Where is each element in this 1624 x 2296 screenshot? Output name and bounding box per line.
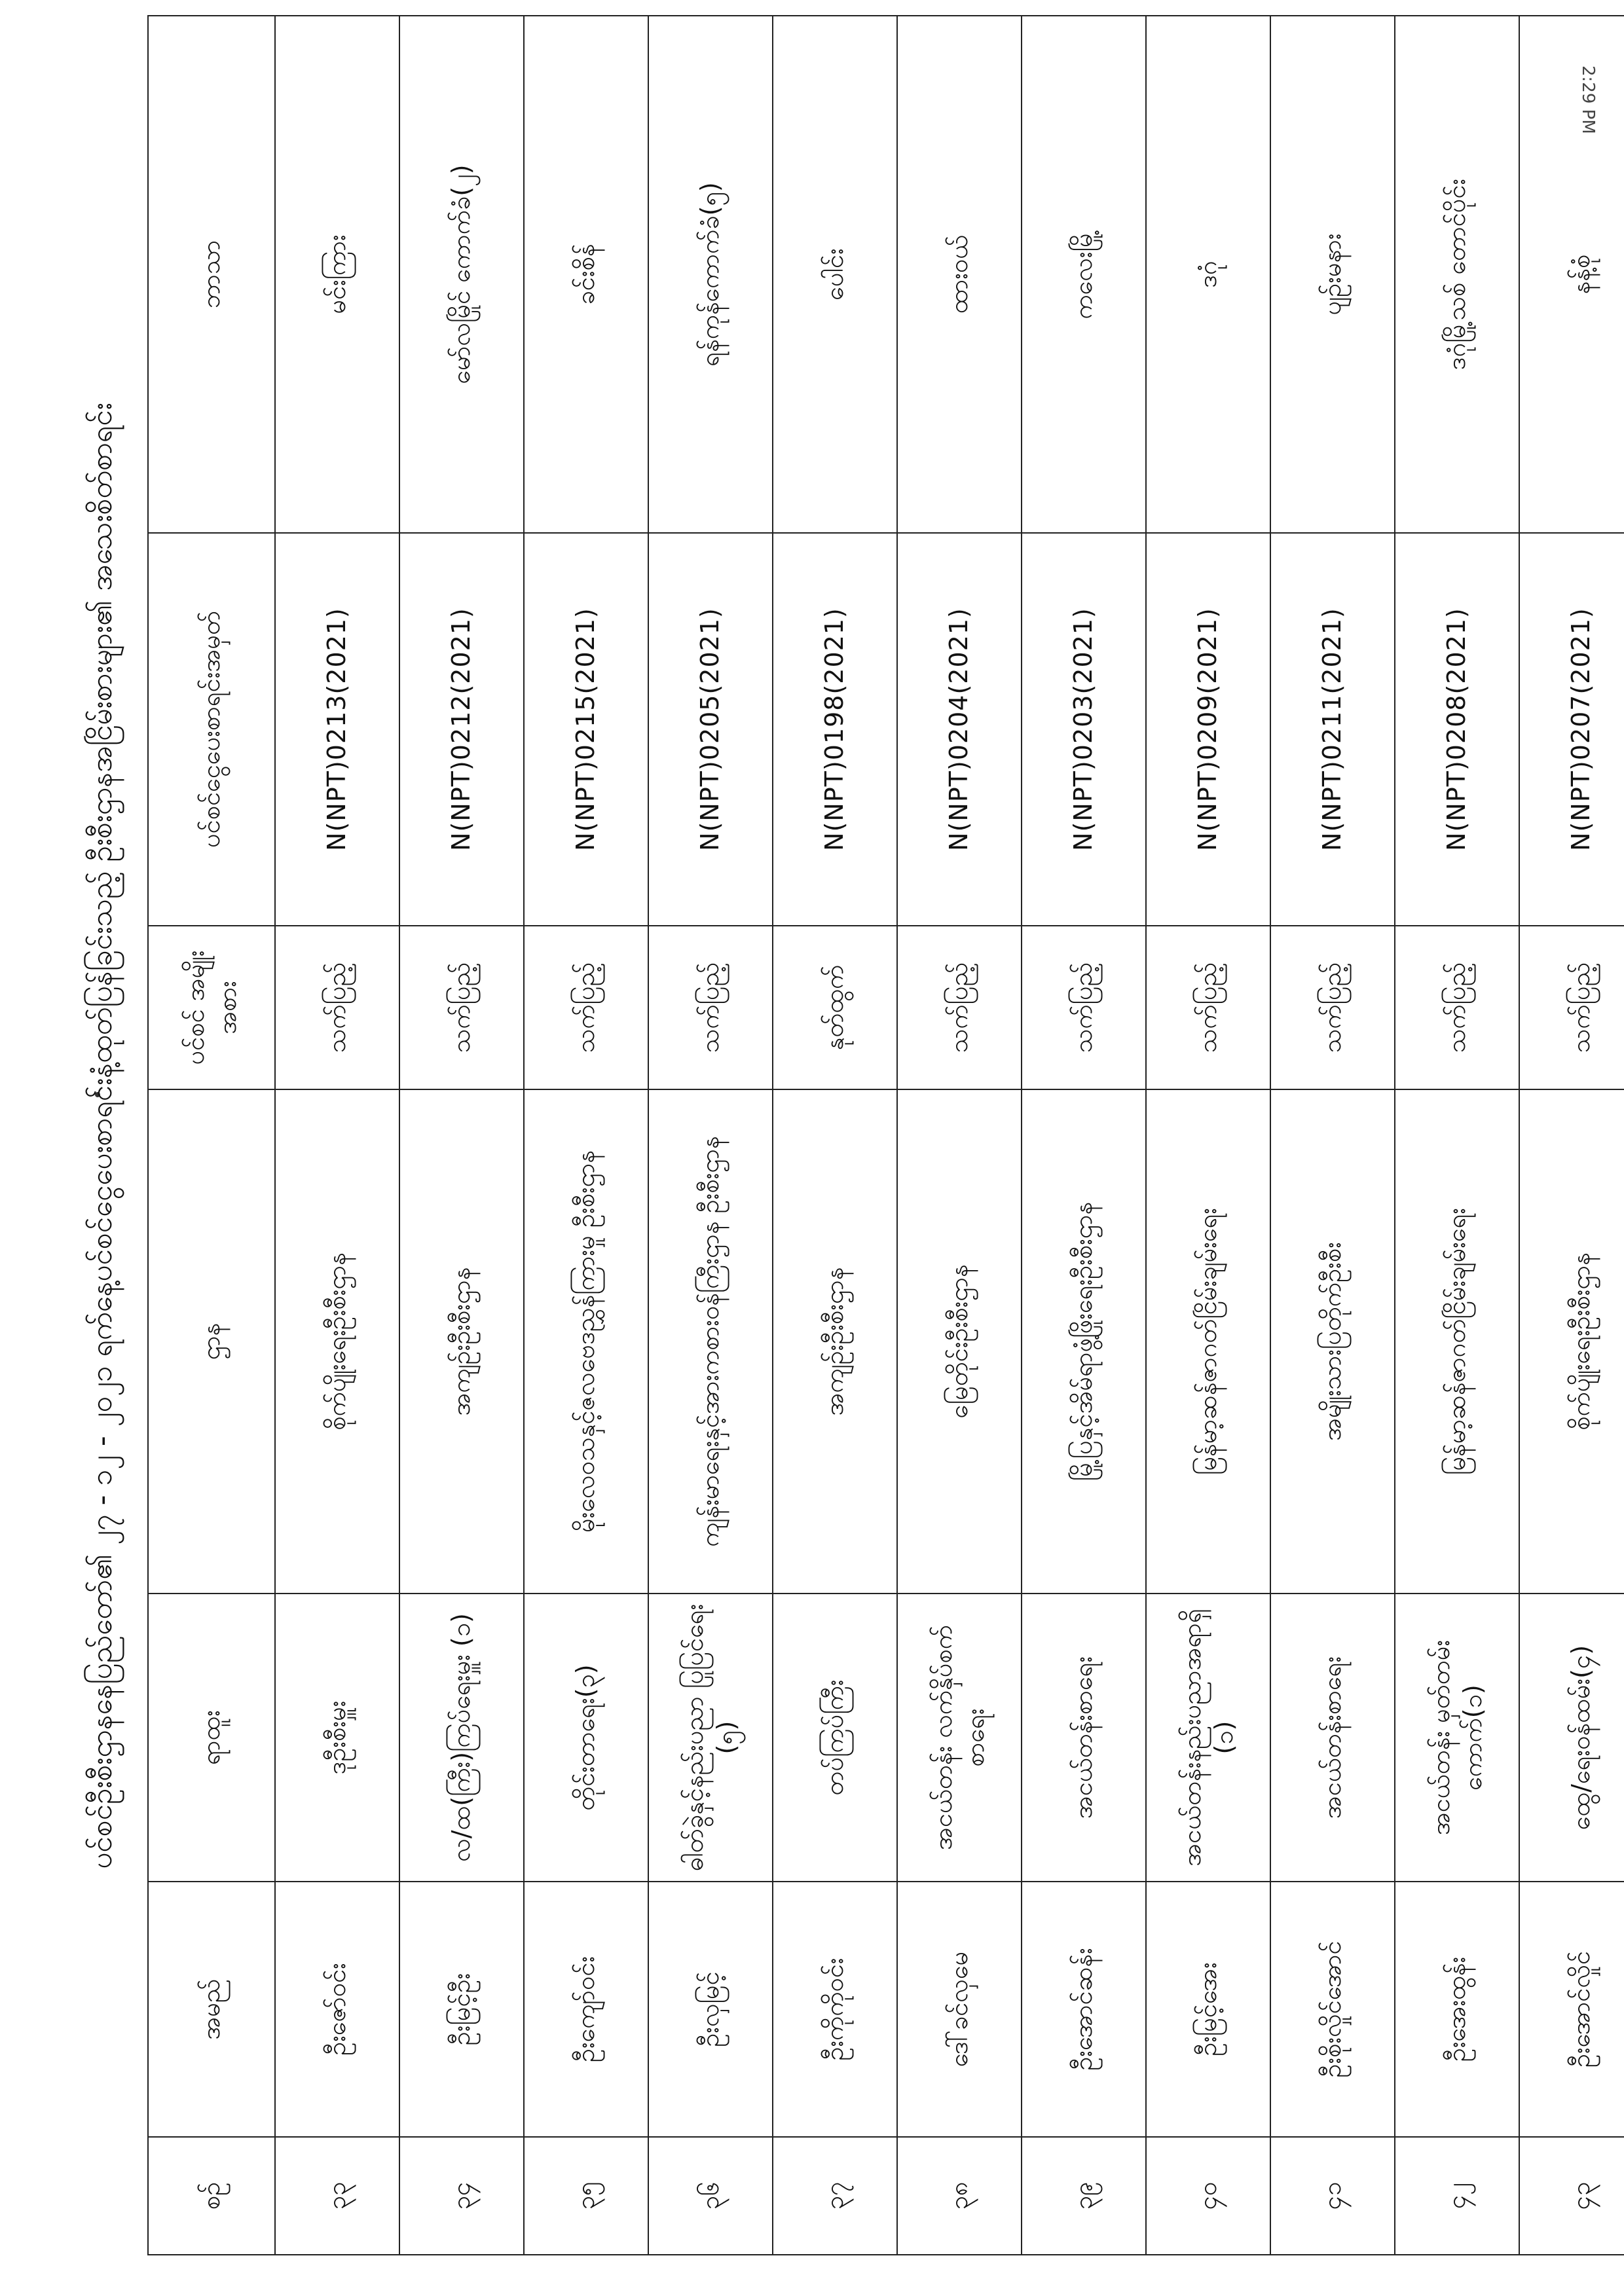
cell-license-no: N(NPT)0213(2021) bbox=[275, 533, 399, 926]
cell-name: ဦးလှမြင့် bbox=[648, 1882, 773, 2137]
cell-name: ဦးကျော်ဝင်း bbox=[524, 1882, 648, 2137]
cell-name: ဦးမြင့်ဦး bbox=[399, 1882, 524, 2137]
cell-name: ဦးစိုးလှိုင်အောင် bbox=[1270, 1882, 1395, 2137]
cell-position: ထွေ/ရေးဝန်ထမ်း(၄) bbox=[1519, 1594, 1624, 1882]
cell-pension-type: သက်ပြည့် bbox=[1146, 926, 1270, 1089]
cell-license-no: N(NPT)0208(2021) bbox=[1395, 533, 1519, 926]
cell-no: ၃၇ bbox=[773, 2137, 897, 2255]
cell-department: မြန်မာ့ဆန်ဇာဂတ်ငြိမ်းချမ်းရေး bbox=[1146, 1089, 1270, 1594]
cell-department: စိုက်ပျိုးရေးဦးစီးဌာန bbox=[1519, 1089, 1624, 1594]
cell-license-no: N(NPT)0209(2021) bbox=[1146, 533, 1270, 926]
cell-no: ၃၈ bbox=[897, 2137, 1022, 2255]
table-row bbox=[524, 16, 648, 2255]
cell-no: ၄၀ bbox=[1146, 2137, 1270, 2255]
cell-subject: ဒဂုံ bbox=[1146, 16, 1270, 533]
table-row bbox=[773, 16, 897, 2255]
cell-department: အကျဉ်းဦးစီးဌာန bbox=[399, 1089, 524, 1594]
cell-subject: ပေါင်း bbox=[773, 16, 897, 533]
header-license-no: ပင်စင်ငွေပေးစာရင်းအမှတ် bbox=[148, 533, 275, 926]
header-no: စဉ် bbox=[148, 2137, 275, 2255]
cell-pension-type: နုတ်ထွက် bbox=[773, 926, 897, 1089]
header-subject: ဘာသာ bbox=[148, 16, 275, 533]
cell-pension-type: သက်ပြည့် bbox=[897, 926, 1022, 1089]
cell-position: လ/ထ(ကြီး)ကြပ်ရေးမှူး (၁) bbox=[399, 1594, 524, 1882]
cell-position: တိုင်းတာရေး(၃) bbox=[524, 1594, 648, 1882]
table-row bbox=[1395, 16, 1519, 2255]
table-row bbox=[399, 16, 524, 2255]
cell-pension-type: သက်ပြည့် bbox=[524, 926, 648, 1089]
cell-pension-type: သက်ပြည့် bbox=[648, 926, 773, 1089]
document-title: ပင်စင်ဦးစီးဌာနနေပြည်တော်၏ ၂၇ - ၁၂ - ၂၀၂၁ ရက်နေ့ပင်စင်ငွေပေးစာရင်းနံ့ထုတ်ပြန်ခြင်းသည့် ဦးစီးဌာနအငြိမ်းစားများ၏ အသေးစိတ်စာရင်း bbox=[85, 403, 119, 1869]
header-department: ဌာန bbox=[148, 1089, 275, 1594]
header-name: အမည် bbox=[148, 1882, 275, 2137]
cell-license-no: N(NPT)0205(2021) bbox=[648, 533, 773, 926]
cell-no: ၃၄ bbox=[399, 2137, 524, 2255]
cell-department: မြို့ပြနှင့်အိမ်ရာဖွံ့ဖြိုးရေးဦးစီးဌာန bbox=[1022, 1089, 1146, 1594]
header-row bbox=[148, 16, 275, 2255]
table-row bbox=[1022, 16, 1146, 2255]
cell-pension-type: သက်ပြည့် bbox=[275, 926, 399, 1089]
cell-position: အငယ်တန်း လက်နှိပ်စက်စာရေး bbox=[897, 1594, 1022, 1882]
cell-license-no: N(NPT)0211(2021) bbox=[1270, 533, 1395, 926]
cell-subject: ပျဉ်းမနား bbox=[1270, 16, 1395, 533]
table-row bbox=[1519, 16, 1624, 2255]
cell-name: ဒေါ်ခင်လှမေ bbox=[897, 1882, 1022, 2137]
table-row bbox=[648, 16, 773, 2255]
page-timestamp: 2:29 PM bbox=[1578, 65, 1598, 134]
cell-name: ဦးဇော်ဝင်း bbox=[275, 1882, 399, 2137]
cell-department: အကျဉ်းဦးစီးဌာန bbox=[773, 1089, 897, 1594]
cell-license-no: N(NPT)0203(2021) bbox=[1022, 533, 1146, 926]
cell-name: ဦးအေးထွန်း bbox=[1395, 1882, 1519, 2137]
cell-license-no: N(NPT)0204(2021) bbox=[897, 533, 1022, 926]
cell-pension-type: သက်ပြည့် bbox=[1395, 926, 1519, 1089]
cell-subject: နန့်စုံ bbox=[1519, 16, 1624, 533]
cell-no: ၃၉ bbox=[1022, 2137, 1146, 2255]
table-row bbox=[897, 16, 1022, 2255]
cell-no: ၃၅ bbox=[524, 2137, 648, 2255]
cell-license-no: N(NPT)0207(2021) bbox=[1519, 533, 1624, 926]
pension-table bbox=[147, 15, 1624, 2255]
cell-department: အမျိုးသားပြတိုက်ဦးစီး bbox=[1270, 1089, 1395, 1594]
cell-name: ဦးမြင့်အေး bbox=[1146, 1882, 1270, 2137]
cell-department: မြန်မာ့ဆန်ဇာဂတ်ငြိမ်းချမ်းရေး bbox=[1395, 1089, 1519, 1594]
cell-license-no: N(NPT)0212(2021) bbox=[399, 533, 524, 926]
cell-pension-type: သက်ပြည့် bbox=[399, 926, 524, 1089]
cell-no: ၄၁ bbox=[1270, 2137, 1395, 2255]
cell-department: ကျန်းမာရေးနှင့်အားကစားဝန်ကြီးဌာန ဦးစီးဌာန bbox=[648, 1089, 773, 1594]
cell-subject: ကလေးမြို့ bbox=[1022, 16, 1146, 533]
cell-position: တပ်ကြပ်ကြီး bbox=[773, 1594, 897, 1882]
table-row bbox=[1146, 16, 1270, 2255]
cell-position: ဒုဦးစီးမှူး bbox=[275, 1594, 399, 1882]
cell-department: စိုက်ပျိုးရေးဦးစီးဌာန bbox=[275, 1089, 399, 1594]
cell-name: ဦးအောင်ဆန်း bbox=[1022, 1882, 1146, 2137]
cell-position: ဓါတ်ခွဲနှင့်နည်းပညာ ပြုပြင်ရေး (၅) bbox=[648, 1594, 773, 1882]
cell-position: အငယ်တန်းနည်းပညာအရာရှိ (၁) bbox=[1146, 1594, 1270, 1882]
cell-subject: ထားဝယ် bbox=[897, 16, 1022, 533]
cell-subject: မော်လမြိုင် ကောက်ခံ(၂) bbox=[399, 16, 524, 533]
cell-department: မြေတိုင်းဦးစီးဌာန bbox=[897, 1089, 1022, 1594]
cell-subject: ရန်ကုန်ကောက်ခံ(၅) bbox=[648, 16, 773, 533]
header-position: ရာထူး bbox=[148, 1594, 275, 1882]
cell-subject: ခင်းစိန် bbox=[524, 16, 648, 533]
table-row bbox=[1270, 16, 1395, 2255]
cell-pension-type: သက်ပြည့် bbox=[1270, 926, 1395, 1089]
header-pension-type: ပင်စင် အမျိုးအစား bbox=[148, 926, 275, 1089]
cell-pension-type: သက်ပြည့် bbox=[1519, 926, 1624, 1089]
cell-subject: ဒဂုံမြို့သစ် တောင်ပိုင်း bbox=[1395, 16, 1519, 533]
cell-subject: မင်းကြား bbox=[275, 16, 399, 533]
cell-name: ဦးအောင်လှိုင် bbox=[1519, 1882, 1624, 2137]
cell-position: အငယ်တန်း မှတ်တမ်းကောက်(၁) bbox=[1395, 1594, 1519, 1882]
cell-no: ၃၆ bbox=[648, 2137, 773, 2255]
cell-license-no: N(NPT)0215(2021) bbox=[524, 533, 648, 926]
cell-position: အငယ်တန်းစာရေး bbox=[1270, 1594, 1395, 1882]
cell-name: ဦးကိုကိုဝင်း bbox=[773, 1882, 897, 2137]
cell-position: အငယ်တန်းစာရေး bbox=[1022, 1594, 1146, 1882]
cell-department: မိုးလေဝသနှင့်ဇလဗေဒညွှန်ကြားမှု ဦးစီးဌာန bbox=[524, 1089, 648, 1594]
cell-no: ၄၃ bbox=[1519, 2137, 1624, 2255]
cell-pension-type: သက်ပြည့် bbox=[1022, 926, 1146, 1089]
cell-no: ၃၃ bbox=[275, 2137, 399, 2255]
cell-license-no: N(NPT)0198(2021) bbox=[773, 533, 897, 926]
cell-no: ၄၂ bbox=[1395, 2137, 1519, 2255]
table-row bbox=[275, 16, 399, 2255]
